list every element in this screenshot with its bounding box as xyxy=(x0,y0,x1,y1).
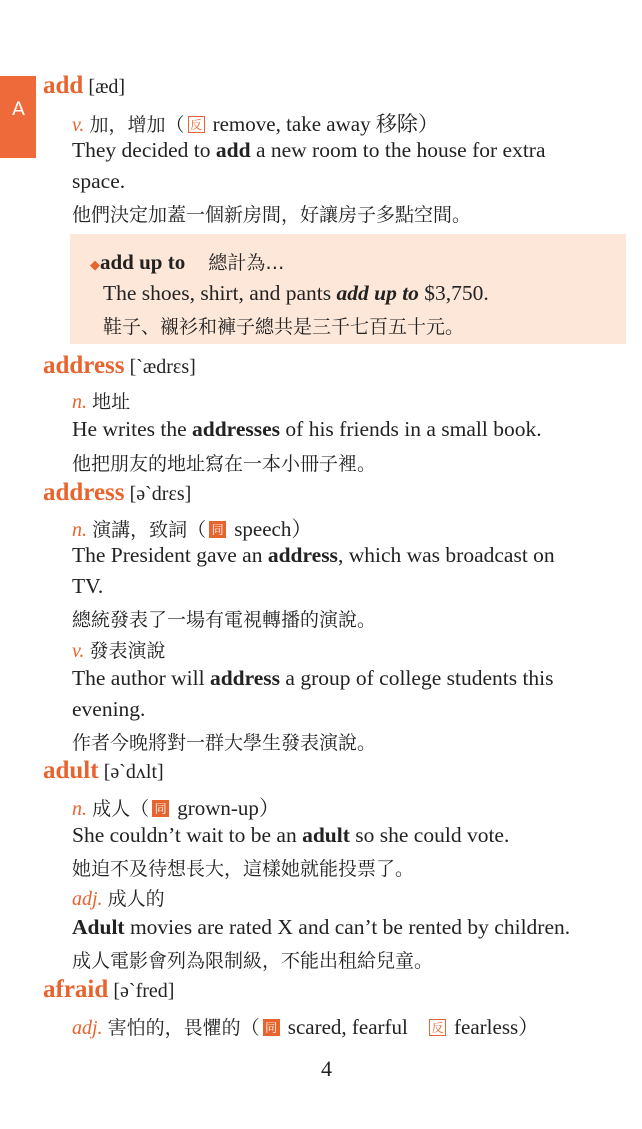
meaning: 加，增加（ xyxy=(89,114,185,136)
example-keyword: address xyxy=(267,543,338,567)
part-of-speech: n. xyxy=(72,519,87,541)
sense-line xyxy=(72,1011,539,1041)
example-translation: 總統發表了一場有電視轉播的演說。 xyxy=(72,609,377,631)
synonym-text: grown-up） xyxy=(177,796,280,820)
example-keyword: Adult xyxy=(72,915,125,939)
example-keyword: address xyxy=(209,666,281,690)
letter-tab xyxy=(0,76,36,158)
headword: address xyxy=(43,479,125,506)
pronunciation: [`ædrɛs] xyxy=(129,356,196,378)
phrase-translation: 鞋子、襯衫和褲子總共是三千七百五十元。 xyxy=(103,316,465,338)
synonym-text: scared, fearful xyxy=(287,1015,408,1039)
entry-add-head xyxy=(43,72,125,100)
entry-address2-head xyxy=(43,479,191,507)
example-continuation: TV. xyxy=(72,574,104,598)
headword: address xyxy=(43,352,125,379)
entry-address-head xyxy=(43,352,196,380)
sense-line xyxy=(72,108,439,138)
example-sentence xyxy=(72,138,546,163)
antonym-badge: 反 xyxy=(188,116,205,133)
example-keyword: adult xyxy=(302,823,350,847)
example-keyword: add up to xyxy=(336,281,419,305)
antonym-badge: 反 xyxy=(429,1019,446,1036)
headword: add xyxy=(43,72,84,99)
part-of-speech: n. xyxy=(72,391,87,413)
example-sentence xyxy=(72,915,570,940)
page-number: 4 xyxy=(321,1056,332,1081)
entry-afraid-head xyxy=(43,976,174,1004)
example-text: movies are rated X and can’t be rented by children. xyxy=(124,915,571,939)
example-text: The shoes, shirt, and pants xyxy=(103,281,337,305)
example-text: , which was broadcast on xyxy=(337,543,555,567)
example-text: They decided to xyxy=(72,138,216,162)
meaning: 害怕的，畏懼的（ xyxy=(107,1017,260,1039)
example-text: so she could vote. xyxy=(349,823,510,847)
headword: adult xyxy=(43,757,99,784)
sense-line xyxy=(72,792,280,822)
example-translation: 成人電影會列為限制級，不能出租給兒童。 xyxy=(72,950,434,972)
bullet-icon: ◆ xyxy=(90,258,100,273)
phrase-head xyxy=(90,248,284,275)
meaning: 演講，致詞（ xyxy=(92,519,207,541)
phrase-meaning: 總計為… xyxy=(208,252,285,274)
entry-adult-head xyxy=(43,757,164,785)
pronunciation: [ə`dʌlt] xyxy=(103,761,164,783)
example-sentence xyxy=(72,823,509,848)
phrase: add up to xyxy=(100,250,186,274)
example-text: a new room to the house for extra xyxy=(250,138,546,162)
part-of-speech: adj. xyxy=(72,1017,103,1039)
pronunciation: [æd] xyxy=(88,76,126,98)
example-text: The President gave an xyxy=(72,543,268,567)
synonym-text: speech） xyxy=(234,517,313,541)
example-text: $3,750. xyxy=(418,281,489,305)
sense-line xyxy=(72,884,165,911)
synonym-badge: 同 xyxy=(209,521,226,538)
example-sentence xyxy=(72,666,554,691)
example-translation: 他們決定加蓋一個新房間，好讓房子多點空間。 xyxy=(72,204,472,226)
part-of-speech: v. xyxy=(72,114,85,136)
example-keyword: add xyxy=(215,138,251,162)
example-sentence xyxy=(72,417,542,442)
antonym-text: fearless） xyxy=(454,1015,540,1039)
example-text: She couldn’t wait to be an xyxy=(72,823,303,847)
example-keyword: addresses xyxy=(192,417,281,441)
antonym-text: remove, take away 移除） xyxy=(212,112,439,136)
example-text: a group of college students this xyxy=(280,666,554,690)
sense-line xyxy=(72,636,166,663)
meaning: 發表演說 xyxy=(89,640,166,662)
part-of-speech: adj. xyxy=(72,888,103,910)
example-text: He writes the xyxy=(72,417,193,441)
pronunciation: [ə`drɛs] xyxy=(129,483,192,505)
part-of-speech: v. xyxy=(72,640,85,662)
meaning: 地址 xyxy=(92,391,131,413)
sense-line xyxy=(72,513,312,543)
example-continuation: evening. xyxy=(72,697,146,721)
meaning: 成人的 xyxy=(107,888,165,910)
example-text: of his friends in a small book. xyxy=(280,417,542,441)
meaning: 成人（ xyxy=(92,798,150,820)
example-translation: 作者今晚將對一群大學生發表演說。 xyxy=(72,732,377,754)
example-continuation: space. xyxy=(72,169,126,193)
example-translation: 她迫不及待想長大，這樣她就能投票了。 xyxy=(72,858,415,880)
synonym-badge: 同 xyxy=(152,800,169,817)
example-sentence xyxy=(72,543,555,568)
phrase-example xyxy=(103,281,489,306)
sense-line xyxy=(72,387,130,414)
pronunciation: [ə`fred] xyxy=(113,980,175,1002)
letter-tab-label: A xyxy=(12,98,25,120)
part-of-speech: n. xyxy=(72,798,87,820)
example-text: The author will xyxy=(72,666,210,690)
synonym-badge: 同 xyxy=(263,1019,280,1036)
example-translation: 他把朋友的地址寫在一本小冊子裡。 xyxy=(72,453,377,475)
headword: afraid xyxy=(43,976,109,1003)
